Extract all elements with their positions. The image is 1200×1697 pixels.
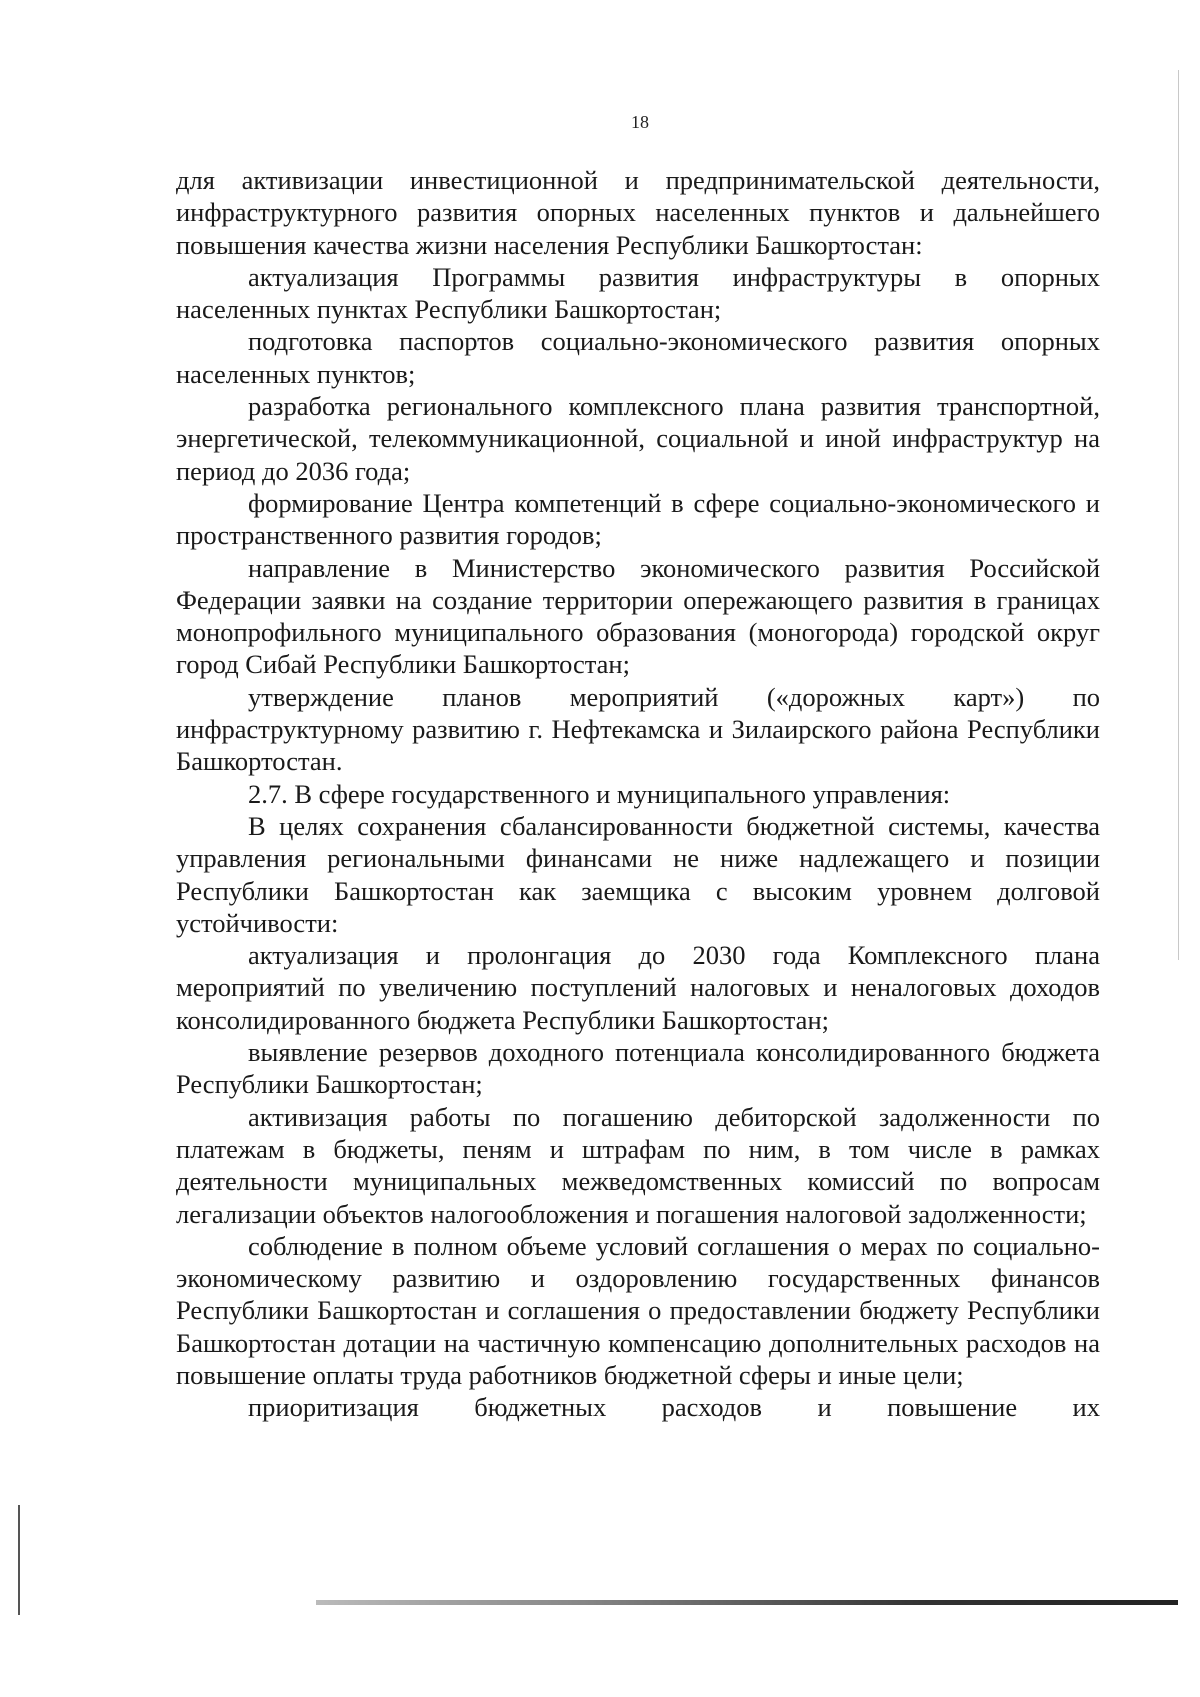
paragraph-item: направление в Министерство экономического развития Российской Федерации заявки на создание территории опережающего развития в границах монопрофильного муниципального образования (моногорода) городской округ город Сибай Республики Башкортостан;	[176, 552, 1100, 680]
scan-edge-line	[18, 1505, 20, 1615]
paragraph-item: подготовка паспортов социально-экономического развития опорных населенных пунктов;	[176, 326, 1100, 389]
document-body	[176, 164, 1100, 1424]
page-number: 18	[631, 112, 649, 132]
paragraph-item: приоритизация бюджетных расходов и повышение их	[248, 1392, 1100, 1423]
paragraph-intro: для активизации инвестиционной и предпринимательской деятельности, инфраструктурного развития опорных населенных пунктов и дальнейшего повышения качества жизни населения Республики Башкортостан:	[176, 165, 1100, 260]
paragraph-item: разработка регионального комплексного плана развития транспортной, энергетической, телекоммуникационной, социальной и иной инфраструктур на период до 2036 года;	[176, 391, 1100, 486]
paragraph-item: соблюдение в полном объеме условий соглашения о мерах по социально-экономическому развитию и оздоровлению государственных финансов Республики Башкортостан и соглашения о предоставлении бюджету Республики Башкортостан дотации на частичную компенсацию дополнительных расходов на повышение оплаты труда работников бюджетной сферы и иные цели;	[176, 1230, 1100, 1390]
paragraph-item: активизация работы по погашению дебиторской задолженности по платежам в бюджеты, пеням и штрафам по ним, в том числе в рамках деятельности муниципальных межведомственных комиссий по вопросам легализации объектов налогообложения и погашения налоговой задолженности;	[176, 1101, 1100, 1229]
paragraph-item: выявление резервов доходного потенциала консолидированного бюджета Республики Башкортостан;	[176, 1037, 1100, 1100]
paragraph-item: утверждение планов мероприятий («дорожных карт») по инфраструктурному развитию г. Нефтекамска и Зилаирского района Республики Башкортостан.	[176, 681, 1100, 777]
paragraph-item: формирование Центра компетенций в сфере социально-экономического и пространственного развития городов;	[176, 487, 1100, 551]
paragraph-item: актуализация Программы развития инфраструктуры в опорных населенных пунктах Республики Башкортостан;	[176, 261, 1100, 325]
section-heading: 2.7. В сфере государственного и муниципального управления:	[248, 778, 951, 809]
scan-edge-line	[316, 1600, 1178, 1605]
paragraph-item: В целях сохранения сбалансированности бюджетной системы, качества управления региональными финансами не ниже надлежащего и позиции Республики Башкортостан как заемщика с высоким уровнем долговой устойчивости:	[176, 810, 1100, 938]
paragraph-item: актуализация и пролонгация до 2030 года Комплексного плана мероприятий по увеличению поступлений налоговых и неналоговых доходов консолидированного бюджета Республики Башкортостан;	[176, 940, 1100, 1035]
scan-edge-line	[1178, 70, 1179, 960]
